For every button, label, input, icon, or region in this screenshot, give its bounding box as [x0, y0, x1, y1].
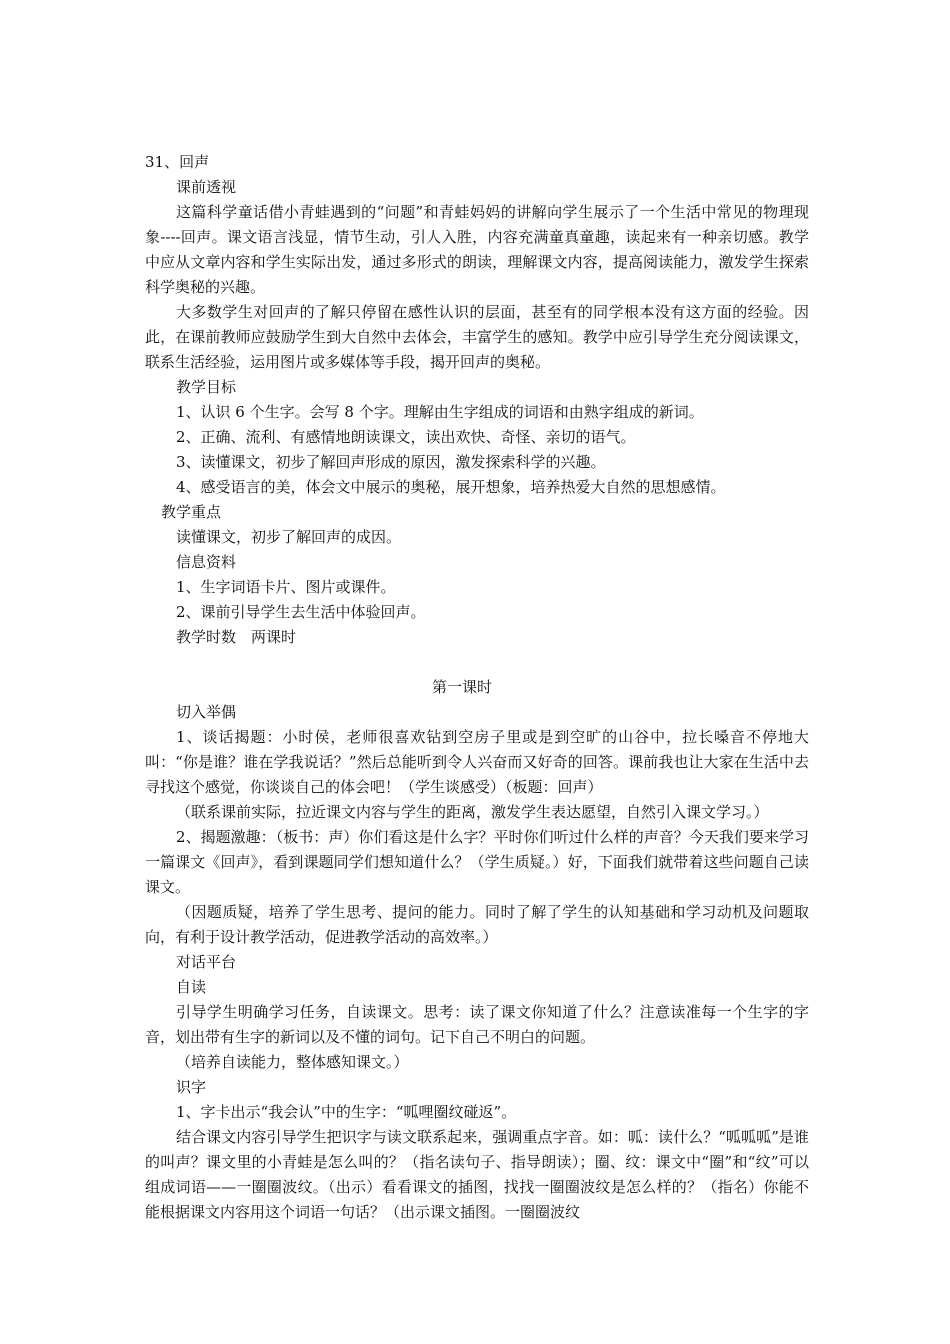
paragraph-intro-1: 这篇科学童话借小青蛙遇到的“问题”和青蛙妈妈的讲解向学生展示了一个生活中常见的物理现象----回声。课文语言浅显，情节生动，引人入胜，内容充满童真童趣，读起来有一种亲切感。教学中应从文章内容和学生实际出发，通过多形式的朗读，理解课文内容，提高阅读能力，激发学生探索科学奥秘的兴趣。 — [145, 203, 809, 296]
heading-lead-in: 切入举偶 — [176, 703, 237, 721]
key-points-text: 读懂课文，初步了解回声的成因。 — [176, 528, 402, 546]
paragraph-intro-2: 大多数学生对回声的了解只停留在感性认识的层面，甚至有的同学根本没有这方面的经验。因此，在课前教师应鼓励学生到大自然中去体会，丰富学生的感知。教学中应引导学生充分阅读课文，联系生活经验，运用图片或多媒体等手段，揭开回声的奥秘。 — [145, 303, 809, 371]
heading-goals: 教学目标 — [176, 378, 237, 396]
heading-info: 信息资料 — [176, 553, 237, 571]
section-title-first-lesson: 第一课时 — [431, 678, 492, 696]
heading-self-reading: 自读 — [176, 978, 207, 996]
teaching-hours: 教学时数 两课时 — [176, 628, 297, 646]
info-item-2: 2、课前引导学生去生活中体验回声。 — [176, 603, 426, 621]
document-page — [145, 150, 809, 1225]
goal-item-2: 2、正确、流利、有感情地朗读课文，读出欢快、奇怪、亲切的语气。 — [176, 428, 636, 446]
goal-item-3: 3、读懂课文，初步了解回声形成的原因，激发探索科学的兴趣。 — [176, 453, 606, 471]
lead-in-step-1: 1、谈话揭题：小时侯，老师很喜欢钻到空房子里或是到空旷的山谷中，拉长嗓音不停地大叫：“你是谁？谁在学我说话？”然后总能听到令人兴奋而又好奇的回答。课前我也让大家在生活中去寻找这个感觉，你谈谈自己的体会吧！（学生谈感受）（板题：回声） — [145, 728, 809, 796]
goal-item-1: 1、认识 6 个生字。会写 8 个字。理解由生字组成的词语和由熟字组成的新词。 — [176, 403, 704, 421]
lead-in-note-1: （联系课前实际，拉近课文内容与学生的距离，激发学生表达愿望，自然引入课文学习。） — [176, 803, 769, 821]
self-reading-note: （培养自读能力，整体感知课文。） — [176, 1053, 409, 1071]
goal-item-4: 4、感受语言的美，体会文中展示的奥秘，展开想象，培养热爱大自然的思想感情。 — [176, 478, 726, 496]
heading-preview: 课前透视 — [176, 178, 237, 196]
heading-key-points: 教学重点 — [161, 503, 222, 521]
lead-in-step-2: 2、揭题激趣：（板书：声）你们看这是什么字？平时你们听过什么样的声音？今天我们要来学习一篇课文《回声》，看到课题同学们想知道什么？（学生质疑。）好，下面我们就带着这些问题自己读课文。 — [145, 828, 809, 896]
heading-literacy: 识字 — [176, 1078, 207, 1096]
lead-in-note-2: （因题质疑，培养了学生思考、提问的能力。同时了解了学生的认知基础和学习动机及问题取向，有利于设计教学活动，促进教学活动的高效率。） — [145, 903, 809, 946]
lesson-title: 31、回声 — [145, 153, 210, 171]
literacy-text: 结合课文内容引导学生把识字与读文联系起来，强调重点字音。如：呱：读什么？“呱呱呱”是谁的叫声？课文里的小青蛙是怎么叫的？（指名读句子、指导朗读）；圈、纹：课文中“圈”和“纹”可以组成词语——一圈圈波纹。（出示）看看课文的插图，找找一圈圈波纹是怎么样的？（指名）你能不能根据课文内容用这个词语一句话？（出示课文插图。一圈圈波纹 — [145, 1128, 809, 1221]
heading-dialogue: 对话平台 — [176, 953, 237, 971]
info-item-1: 1、生字词语卡片、图片或课件。 — [176, 578, 396, 596]
literacy-step-1: 1、字卡出示“我会认”中的生字：“呱哩圈纹碰返”。 — [176, 1103, 517, 1121]
self-reading-text: 引导学生明确学习任务，自读课文。思考：读了课文你知道了什么？注意读准每一个生字的字音，划出带有生字的新词以及不懂的词句。记下自己不明白的问题。 — [145, 1003, 809, 1046]
